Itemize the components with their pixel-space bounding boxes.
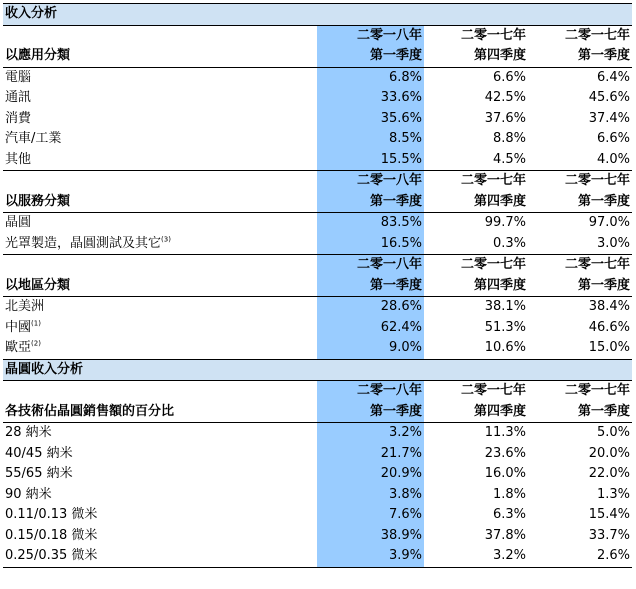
cell-q1-2018: 16.5%	[317, 234, 424, 255]
col-header-q4-2017-quarter: 第四季度	[424, 46, 528, 67]
row-label	[3, 88, 317, 109]
footnote-marker: (3)	[161, 235, 171, 244]
row-label	[3, 464, 317, 485]
cell-q1-2018: 3.9%	[317, 546, 424, 567]
row-label	[3, 423, 317, 444]
row-label	[3, 150, 317, 171]
cell-q1-2018: 8.5%	[317, 129, 424, 150]
col-header-q1-2018-year: 二零一八年	[317, 255, 424, 276]
row-label-text: 晶圓	[5, 215, 32, 231]
row-label	[3, 129, 317, 150]
header-row-application-year	[3, 25, 632, 46]
cell-q1-2017: 22.0%	[588, 466, 631, 482]
col-header-q4-2017-quarter: 第四季度	[424, 192, 528, 213]
cell-q4-2017: 8.8%	[492, 131, 526, 147]
row-label-text: 其他	[5, 151, 32, 167]
cell-q1-2017: 15.4%	[588, 507, 631, 523]
cell-q4-2017: 23.6%	[484, 445, 526, 461]
cell-q1-2017: 5.0%	[596, 425, 631, 441]
section-revenue	[3, 4, 632, 26]
cell-q4-2017: 0.3%	[492, 235, 526, 251]
row-label-text: 0.15/0.18 微米	[5, 527, 98, 543]
cell-q4-2017: 4.5%	[492, 151, 526, 167]
row-label-text: 通訊	[5, 90, 32, 106]
cell-q1-2018: 35.6%	[317, 109, 424, 130]
cell-q4-2017: 38.1%	[484, 299, 526, 315]
cell-q1-2017: 6.4%	[596, 69, 631, 85]
cell-q1-2017: 38.4%	[588, 299, 631, 315]
table-row	[3, 129, 632, 150]
cell-q1-2017: 1.3%	[596, 486, 631, 502]
col-header-q1-2017-year: 二零一七年	[565, 383, 631, 399]
table-row	[3, 485, 632, 506]
table-row	[3, 338, 632, 359]
cell-q1-2018: 83.5%	[317, 213, 424, 234]
col-header-q1-2017-quarter: 第一季度	[528, 46, 632, 67]
row-label-text: 北美洲	[5, 299, 45, 315]
table-row	[3, 423, 632, 444]
row-label	[3, 318, 317, 339]
cell-q1-2018: 3.8%	[317, 485, 424, 506]
col-header-q4-2017-quarter: 第四季度	[424, 402, 528, 423]
table-row	[3, 213, 632, 234]
col-header-q4-2017-year: 二零一七年	[424, 255, 528, 276]
col-header-q4-2017-year: 二零一七年	[460, 383, 526, 399]
row-label	[3, 213, 317, 234]
cell-q1-2018: 15.5%	[317, 150, 424, 171]
header-row-wafer-quarter	[3, 402, 632, 423]
row-label-text: 0.11/0.13 微米	[5, 507, 98, 523]
cell-q1-2018: 3.2%	[317, 423, 424, 444]
section-title-revenue: 收入分析	[3, 4, 632, 26]
cell-q1-2017: 20.0%	[588, 445, 631, 461]
cell-q4-2017: 6.3%	[492, 507, 526, 523]
cell-q1-2018: 7.6%	[317, 505, 424, 526]
table-row	[3, 546, 632, 567]
cell-q4-2017: 11.3%	[484, 425, 526, 441]
row-label	[3, 109, 317, 130]
cell-q4-2017: 10.6%	[484, 340, 526, 356]
cell-q1-2017: 97.0%	[588, 215, 631, 231]
table-row	[3, 444, 632, 465]
cell-q4-2017: 37.6%	[484, 110, 526, 126]
row-label-text: 光罩製造，晶圓測試及其它	[5, 235, 162, 251]
row-label	[3, 505, 317, 526]
row-label-text: 0.25/0.35 微米	[5, 548, 98, 564]
cell-q4-2017: 99.7%	[484, 215, 526, 231]
col-header-q4-2017-year: 二零一七年	[460, 27, 526, 43]
header-row-wafer-year	[3, 381, 632, 402]
table-row	[3, 67, 632, 88]
cell-q1-2017: 45.6%	[588, 90, 631, 106]
service-rows	[3, 213, 632, 255]
table-row	[3, 88, 632, 109]
cell-q1-2018: 33.6%	[317, 88, 424, 109]
application-rows	[3, 67, 632, 171]
footnote-marker: (2)	[31, 339, 41, 348]
col-header-q1-2018-year: 二零一八年	[317, 25, 424, 46]
revenue-analysis-table	[3, 3, 632, 568]
cell-q1-2017: 2.6%	[528, 546, 632, 567]
col-header-q1-2018-quarter: 第一季度	[317, 46, 424, 67]
cell-q1-2018: 9.0%	[317, 338, 424, 359]
col-header-q4-2017-year: 二零一七年	[424, 171, 528, 192]
cell-q4-2017: 42.5%	[484, 90, 526, 106]
cell-q4-2017: 16.0%	[484, 466, 526, 482]
cell-q1-2018: 62.4%	[317, 318, 424, 339]
row-label-text: 55/65 納米	[5, 466, 73, 482]
col-header-q1-2017-year: 二零一七年	[528, 171, 632, 192]
row-label-text: 汽車/工業	[5, 131, 62, 147]
cell-q4-2017: 6.6%	[492, 69, 526, 85]
col-header-q1-2018-quarter: 第一季度	[317, 276, 424, 297]
header-row-region-year	[3, 255, 632, 276]
col-header-q4-2017-quarter: 第四季度	[424, 276, 528, 297]
cell-q1-2017: 33.7%	[588, 527, 631, 543]
row-label-text: 電腦	[5, 69, 32, 85]
cell-q4-2017: 3.2%	[424, 546, 528, 567]
header-row-region-quarter	[3, 276, 632, 297]
col-header-q1-2018-quarter: 第一季度	[317, 402, 424, 423]
group-label-application: 以應用分類	[3, 46, 317, 67]
header-row-service-quarter	[3, 192, 632, 213]
cell-q1-2017: 6.6%	[596, 131, 631, 147]
row-label	[3, 67, 317, 88]
cell-q1-2018: 6.8%	[317, 67, 424, 88]
col-header-q1-2017-quarter: 第一季度	[528, 402, 632, 423]
row-label	[3, 338, 317, 359]
table-row	[3, 234, 632, 255]
table-row	[3, 150, 632, 171]
table-row	[3, 505, 632, 526]
col-header-q1-2017-year: 二零一七年	[565, 27, 631, 43]
group-label-region: 以地區分類	[3, 276, 317, 297]
row-label	[3, 234, 317, 255]
group-label-technology: 各技術佔晶圓銷售額的百分比	[3, 402, 317, 423]
col-header-q1-2017-quarter: 第一季度	[528, 192, 632, 213]
footnote-marker: (1)	[31, 319, 41, 328]
row-label-text: 中國	[5, 319, 32, 335]
table-row	[3, 526, 632, 547]
section-wafer	[3, 359, 632, 381]
cell-q1-2018: 21.7%	[317, 444, 424, 465]
table-row	[3, 318, 632, 339]
cell-q1-2017: 46.6%	[588, 319, 631, 335]
col-header-q1-2018-year: 二零一八年	[317, 171, 424, 192]
row-label	[3, 526, 317, 547]
row-label-text: 消費	[5, 110, 32, 126]
cell-q4-2017: 51.3%	[484, 319, 526, 335]
row-label	[3, 297, 317, 318]
cell-q1-2017: 3.0%	[596, 235, 631, 251]
col-header-q1-2018-quarter: 第一季度	[317, 192, 424, 213]
cell-q1-2017: 4.0%	[596, 151, 631, 167]
cell-q4-2017: 1.8%	[492, 486, 526, 502]
row-label-text: 28 納米	[5, 425, 52, 441]
table-row	[3, 464, 632, 485]
technology-rows	[3, 423, 632, 568]
region-rows	[3, 297, 632, 360]
section-title-wafer: 晶圓收入分析	[3, 359, 632, 381]
row-label	[3, 485, 317, 506]
cell-q1-2017: 37.4%	[588, 110, 631, 126]
header-row-service-year	[3, 171, 632, 192]
group-label-service: 以服務分類	[3, 192, 317, 213]
row-label-text: 40/45 納米	[5, 445, 73, 461]
cell-q1-2018: 28.6%	[317, 297, 424, 318]
col-header-q1-2018-year: 二零一八年	[317, 381, 424, 402]
col-header-q1-2017-quarter: 第一季度	[528, 276, 632, 297]
row-label	[3, 444, 317, 465]
cell-q1-2018: 38.9%	[317, 526, 424, 547]
header-row-application-quarter	[3, 46, 632, 67]
table-row	[3, 297, 632, 318]
row-label	[3, 546, 317, 567]
cell-q1-2017: 15.0%	[588, 340, 631, 356]
cell-q4-2017: 37.8%	[484, 527, 526, 543]
row-label-text: 歐亞	[5, 340, 32, 356]
col-header-q1-2017-year: 二零一七年	[528, 255, 632, 276]
row-label-text: 90 納米	[5, 486, 52, 502]
table-row	[3, 109, 632, 130]
cell-q1-2018: 20.9%	[317, 464, 424, 485]
